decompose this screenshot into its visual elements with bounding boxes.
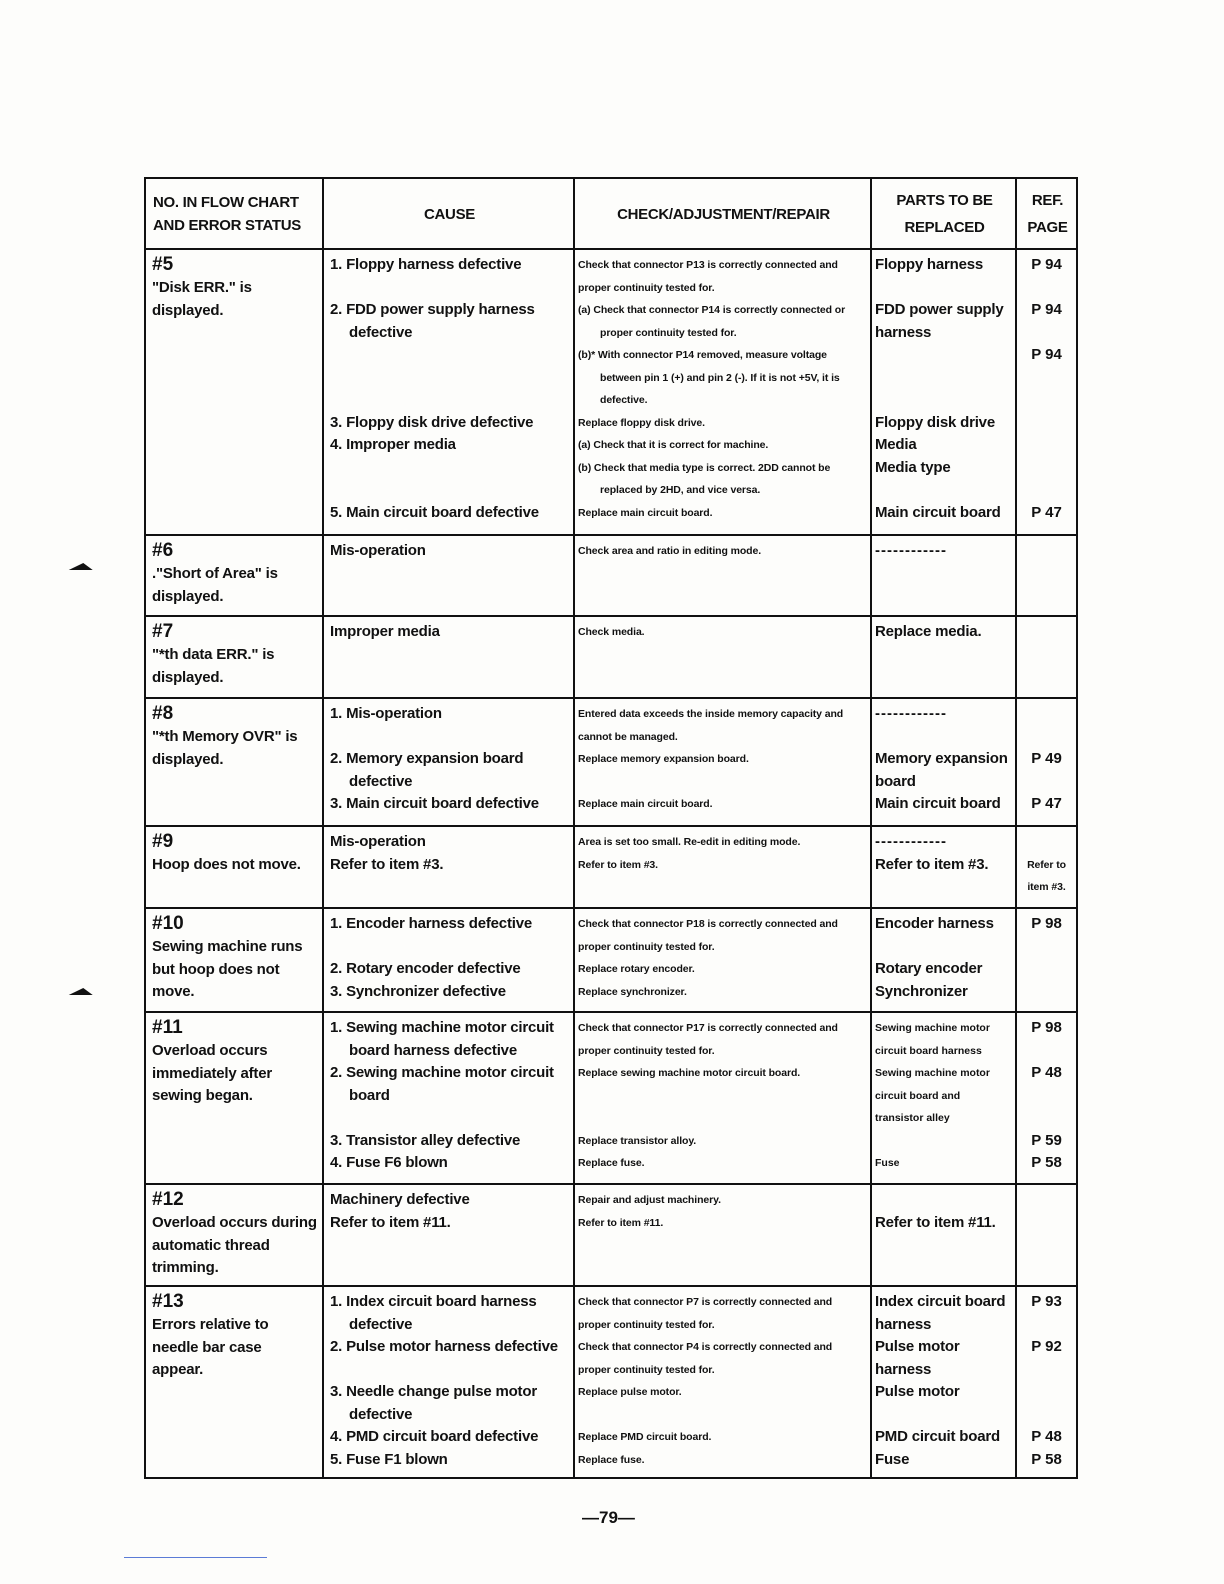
- cause-line: defective: [349, 1405, 413, 1423]
- check-line: Replace synchronizer.: [578, 985, 687, 998]
- parts-line: Synchronizer: [875, 982, 968, 1000]
- error-status-line: move.: [152, 983, 195, 1000]
- check-line: (a) Check that it is correct for machine.: [578, 439, 769, 451]
- spacer: [1019, 457, 1074, 480]
- error-status-line: appear.: [152, 1361, 204, 1378]
- spacer: [1019, 1085, 1074, 1108]
- check-line: Replace main circuit board.: [578, 798, 713, 810]
- check-line: proper continuity tested for.: [578, 940, 715, 953]
- cause-line: 5. Fuse F1 blown: [330, 1450, 448, 1468]
- check-line: cannot be managed.: [578, 730, 678, 743]
- cause-line: 3. Needle change pulse motor: [330, 1383, 537, 1400]
- error-status-line: Sewing machine runs: [152, 938, 303, 955]
- header-parts: [871, 178, 1016, 249]
- check-cell: [574, 826, 871, 908]
- cause-line: 2. Rotary encoder defective: [330, 960, 521, 977]
- error-status-line: but hoop does not: [152, 960, 280, 978]
- check-line: Replace rotary encoder.: [578, 963, 695, 975]
- page-number: —79—: [582, 1508, 635, 1527]
- parts-line: Floppy disk drive: [875, 413, 995, 431]
- check-line: Check that connector P4 is correctly connected and: [578, 1341, 833, 1353]
- check-line: replaced by 2HD, and vice versa.: [600, 484, 761, 496]
- error-status-line: displayed.: [152, 668, 224, 686]
- parts-line: ------------: [875, 833, 947, 850]
- ref-page-cell: [1016, 908, 1077, 1012]
- header-ref-line2: PAGE: [1027, 219, 1068, 236]
- cause-line: 1. Index circuit board harness: [330, 1293, 537, 1310]
- error-status-line: Errors relative to: [152, 1316, 269, 1333]
- error-status-line: needle bar case: [152, 1338, 262, 1356]
- spacer: [875, 726, 1011, 749]
- spacer: [1019, 434, 1074, 457]
- parts-line: Rotary encoder: [875, 960, 983, 977]
- spacer: [330, 1359, 569, 1382]
- spacer: [1019, 1107, 1074, 1130]
- header-cause: CAUSE: [323, 178, 574, 249]
- check-line: Check that connector P17 is correctly connected and: [578, 1022, 838, 1034]
- error-status-line: displayed.: [152, 587, 224, 605]
- cause-cell: [323, 698, 574, 826]
- cause-line: 3. Main circuit board defective: [330, 795, 539, 812]
- flowchart-number: #8: [152, 703, 174, 724]
- ref-page: P 49: [1031, 750, 1062, 767]
- error-status-line: sewing began.: [152, 1087, 253, 1104]
- check-line: (a) Check that connector P14 is correctly connected or: [578, 304, 846, 316]
- ref-page-cell: [1016, 616, 1077, 698]
- parts-line: Main circuit board: [875, 795, 1001, 812]
- ref-page: P 59: [1031, 1131, 1062, 1149]
- check-line: Refer to item #3.: [578, 858, 658, 871]
- spacer: [875, 936, 1011, 959]
- cause-line: 2. Pulse motor harness defective: [330, 1338, 558, 1355]
- ref-page: P 92: [1031, 1338, 1062, 1355]
- ref-page-cell: [1016, 826, 1077, 908]
- cause-cell: [323, 908, 574, 1012]
- cause-line: defective: [349, 1315, 413, 1333]
- spacer: [1019, 277, 1074, 300]
- spacer: [578, 1404, 866, 1427]
- cause-cell: [323, 249, 574, 535]
- spacer: [330, 936, 569, 959]
- check-line: Replace floppy disk drive.: [578, 416, 705, 429]
- ref-page-cell: [1016, 249, 1077, 535]
- parts-line: Replace media.: [875, 623, 982, 640]
- cause-line: Mis-operation: [330, 833, 426, 850]
- flowchart-number: #7: [152, 621, 174, 642]
- check-line: Check area and ratio in editing mode.: [578, 545, 762, 557]
- parts-line: harness: [875, 323, 932, 341]
- spacer: [1019, 1404, 1074, 1427]
- parts-line: Floppy harness: [875, 256, 984, 273]
- spacer: [330, 457, 569, 480]
- ref-page-note: item #3.: [1027, 881, 1066, 893]
- flowchart-number: #5: [152, 254, 174, 275]
- bottom-rule: [124, 1557, 267, 1558]
- error-status-line: Overload occurs: [152, 1042, 268, 1059]
- parts-line: Fuse: [875, 1157, 900, 1169]
- spacer: [1019, 981, 1074, 1004]
- margin-mark: [69, 988, 96, 995]
- cause-line: 1. Mis-operation: [330, 705, 442, 722]
- parts-cell: [871, 908, 1016, 1012]
- flowchart-number: #11: [152, 1017, 183, 1038]
- ref-page: P 58: [1031, 1450, 1062, 1468]
- header-row: [145, 178, 1077, 249]
- troubleshooting-table: [144, 177, 1078, 1479]
- ref-page: P 47: [1031, 795, 1062, 812]
- ref-page: P 47: [1031, 503, 1062, 521]
- check-line: Check media.: [578, 626, 645, 638]
- parts-line: circuit board and: [875, 1089, 961, 1102]
- spacer: [1019, 771, 1074, 794]
- spacer: [330, 479, 569, 502]
- check-line: Replace main circuit board.: [578, 506, 713, 519]
- spacer: [875, 277, 1011, 300]
- error-status-line: displayed.: [152, 750, 224, 768]
- spacer: [330, 1107, 569, 1130]
- cause-cell: [323, 616, 574, 698]
- error-status-line: ."Short of Area" is: [152, 565, 278, 582]
- flowchart-number: #10: [152, 913, 184, 934]
- cause-line: Machinery defective: [330, 1191, 470, 1208]
- spacer: [1019, 412, 1074, 435]
- header-flowchart-no: [145, 178, 323, 249]
- spacer: [875, 389, 1011, 412]
- flowchart-number: #13: [152, 1291, 184, 1312]
- check-cell: [574, 535, 871, 616]
- parts-line: Encoder harness: [875, 915, 994, 932]
- cause-line: Mis-operation: [330, 542, 426, 559]
- cause-line: 2. Sewing machine motor circuit: [330, 1064, 554, 1081]
- parts-cell: [871, 826, 1016, 908]
- parts-cell: [871, 616, 1016, 698]
- check-line: Check that connector P7 is correctly connected and: [578, 1296, 833, 1308]
- error-status-line: immediately after: [152, 1064, 272, 1082]
- check-cell: [574, 616, 871, 698]
- spacer: [330, 367, 569, 390]
- error-status-cell: [145, 908, 323, 1012]
- parts-line: ------------: [875, 705, 947, 722]
- check-line: Repair and adjust machinery.: [578, 1194, 721, 1206]
- cause-line: Improper media: [330, 623, 440, 640]
- error-status-cell: [145, 1286, 323, 1478]
- table-row: [145, 908, 1077, 1012]
- check-line: Replace fuse.: [578, 1157, 645, 1169]
- ref-page-cell: [1016, 1012, 1077, 1184]
- cause-line: board: [349, 1086, 390, 1104]
- cause-line: 3. Transistor alley defective: [330, 1131, 521, 1149]
- cause-line: board harness defective: [349, 1041, 517, 1059]
- check-line: defective.: [600, 394, 648, 406]
- header-flowchart-no-line1: NO. IN FLOW CHART: [153, 194, 299, 211]
- check-line: proper continuity tested for.: [578, 281, 715, 294]
- error-status-line: "Disk ERR." is: [152, 279, 252, 296]
- cause-line: defective: [349, 323, 413, 341]
- header-parts-line2: REPLACED: [904, 219, 985, 236]
- ref-page-cell: [1016, 535, 1077, 616]
- cause-cell: [323, 1184, 574, 1286]
- cause-line: 4. Improper media: [330, 436, 456, 453]
- spacer: [578, 1107, 866, 1130]
- check-cell: [574, 1012, 871, 1184]
- spacer: [330, 389, 569, 412]
- error-status-line: "*th Memory OVR" is: [152, 728, 298, 745]
- check-line: (b) Check that media type is correct. 2DD cannot be: [578, 461, 831, 474]
- check-line: proper continuity tested for.: [578, 1318, 715, 1331]
- check-line: Check that connector P13 is correctly connected and: [578, 259, 838, 271]
- ref-page-cell: [1016, 1286, 1077, 1478]
- error-status-cell: [145, 616, 323, 698]
- header-check: CHECK/ADJUSTMENT/REPAIR: [574, 178, 871, 249]
- spacer: [578, 1085, 866, 1108]
- spacer: [1019, 1040, 1074, 1063]
- cause-cell: [323, 1286, 574, 1478]
- spacer: [1019, 389, 1074, 412]
- cause-cell: [323, 826, 574, 908]
- parts-cell: [871, 1012, 1016, 1184]
- check-line: Replace transistor alloy.: [578, 1134, 697, 1147]
- error-status-line: displayed.: [152, 301, 224, 319]
- parts-line: board: [875, 772, 916, 790]
- parts-line: ------------: [875, 542, 947, 559]
- ref-page: P 94: [1031, 256, 1062, 273]
- parts-line: Pulse motor: [875, 1338, 960, 1355]
- check-line: between pin 1 (+) and pin 2 (-). If it is not +5V, it is: [600, 371, 840, 384]
- check-line: (b)* With connector P14 removed, measure voltage: [578, 349, 827, 361]
- table-row: [145, 698, 1077, 826]
- parts-line: Fuse: [875, 1450, 910, 1468]
- cause-line: 3. Floppy disk drive defective: [330, 413, 534, 431]
- spacer: [330, 726, 569, 749]
- error-status-line: Overload occurs during: [152, 1214, 317, 1231]
- spacer: [875, 1404, 1011, 1427]
- spacer: [1019, 726, 1074, 749]
- check-line: Replace memory expansion board.: [578, 753, 749, 765]
- check-line: proper continuity tested for.: [578, 1044, 715, 1057]
- check-line: Refer to item #11.: [578, 1216, 664, 1229]
- parts-line: harness: [875, 1360, 932, 1378]
- check-line: Replace PMD circuit board.: [578, 1431, 712, 1443]
- spacer: [1019, 367, 1074, 390]
- ref-page: P 98: [1031, 915, 1062, 932]
- ref-page: P 48: [1031, 1064, 1062, 1081]
- cause-line: 4. Fuse F6 blown: [330, 1154, 448, 1171]
- spacer: [578, 771, 866, 794]
- parts-line: Main circuit board: [875, 503, 1001, 521]
- ref-page-cell: [1016, 698, 1077, 826]
- parts-cell: [871, 1286, 1016, 1478]
- check-line: proper continuity tested for.: [600, 326, 737, 339]
- parts-line: Refer to item #3.: [875, 855, 989, 873]
- parts-cell: [871, 249, 1016, 535]
- header-ref-page: [1016, 178, 1077, 249]
- error-status-line: automatic thread: [152, 1236, 270, 1254]
- cause-line: 5. Main circuit board defective: [330, 503, 539, 521]
- spacer: [1019, 958, 1074, 981]
- error-status-cell: [145, 1184, 323, 1286]
- ref-page: P 58: [1031, 1154, 1062, 1171]
- check-line: proper continuity tested for.: [578, 1363, 715, 1376]
- table-row: [145, 826, 1077, 908]
- table-row: [145, 1184, 1077, 1286]
- flowchart-number: #6: [152, 540, 174, 561]
- parts-cell: [871, 698, 1016, 826]
- margin-mark: [69, 563, 96, 570]
- table-row: [145, 249, 1077, 535]
- error-status-cell: [145, 698, 323, 826]
- parts-line: Memory expansion: [875, 750, 1008, 767]
- error-status-line: trimming.: [152, 1259, 219, 1276]
- cause-line: 2. FDD power supply harness: [330, 301, 535, 318]
- ref-page-note: Refer to: [1027, 858, 1066, 871]
- cause-cell: [323, 1012, 574, 1184]
- header-parts-line1: PARTS TO BE: [896, 192, 993, 209]
- cause-line: 1. Sewing machine motor circuit: [330, 1019, 554, 1036]
- check-line: Replace sewing machine motor circuit board.: [578, 1067, 801, 1079]
- cause-line: 4. PMD circuit board defective: [330, 1428, 539, 1445]
- check-line: Check that connector P18 is correctly connected and: [578, 918, 838, 930]
- header-ref-line1: REF.: [1031, 192, 1064, 209]
- spacer: [875, 479, 1011, 502]
- parts-cell: [871, 535, 1016, 616]
- error-status-cell: [145, 826, 323, 908]
- check-line: Entered data exceeds the inside memory capacity and: [578, 708, 844, 720]
- spacer: [1019, 1359, 1074, 1382]
- spacer: [1019, 936, 1074, 959]
- cause-line: 1. Floppy harness defective: [330, 256, 522, 273]
- spacer: [1019, 479, 1074, 502]
- flowchart-number: #9: [152, 831, 174, 852]
- parts-line: transistor alley: [875, 1112, 950, 1124]
- spacer: [330, 277, 569, 300]
- ref-page: P 48: [1031, 1428, 1062, 1445]
- error-status-line: Hoop does not move.: [152, 856, 301, 873]
- ref-page: P 98: [1031, 1019, 1062, 1036]
- table-row: [145, 1286, 1077, 1478]
- ref-page: P 94: [1031, 346, 1062, 363]
- table-row: [145, 535, 1077, 616]
- parts-line: PMD circuit board: [875, 1428, 1000, 1445]
- cause-line: defective: [349, 772, 413, 790]
- cause-line: 2. Memory expansion board: [330, 750, 524, 767]
- parts-line: FDD power supply: [875, 301, 1004, 318]
- parts-line: Sewing machine motor: [875, 1067, 990, 1079]
- check-line: Replace pulse motor.: [578, 1386, 682, 1398]
- cause-line: Refer to item #11.: [330, 1213, 451, 1231]
- spacer: [1019, 322, 1074, 345]
- check-line: Replace fuse.: [578, 1453, 645, 1466]
- parts-cell: [871, 1184, 1016, 1286]
- parts-line: Pulse motor: [875, 1383, 960, 1400]
- parts-line: Media: [875, 436, 917, 453]
- error-status-cell: [145, 535, 323, 616]
- spacer: [875, 367, 1011, 390]
- spacer: [330, 344, 569, 367]
- check-cell: [574, 249, 871, 535]
- cause-line: 1. Encoder harness defective: [330, 915, 532, 932]
- parts-line: circuit board harness: [875, 1044, 982, 1057]
- check-cell: [574, 1286, 871, 1478]
- check-cell: [574, 908, 871, 1012]
- parts-line: Refer to item #11.: [875, 1213, 996, 1231]
- error-status-line: "*th data ERR." is: [152, 646, 275, 663]
- cause-cell: [323, 535, 574, 616]
- error-status-cell: [145, 1012, 323, 1184]
- check-cell: [574, 1184, 871, 1286]
- table-row: [145, 1012, 1077, 1184]
- table-row: [145, 616, 1077, 698]
- spacer: [875, 344, 1011, 367]
- ref-page: P 93: [1031, 1293, 1062, 1310]
- spacer: [1019, 1381, 1074, 1404]
- header-flowchart-no-line2: AND ERROR STATUS: [153, 217, 301, 234]
- ref-page: P 94: [1031, 301, 1062, 318]
- parts-line: Media type: [875, 458, 951, 476]
- flowchart-number: #12: [152, 1189, 184, 1210]
- spacer: [1019, 1314, 1074, 1337]
- parts-line: Sewing machine motor: [875, 1022, 990, 1034]
- parts-line: Index circuit board: [875, 1293, 1006, 1310]
- spacer: [875, 1189, 1011, 1212]
- parts-line: harness: [875, 1315, 932, 1333]
- error-status-cell: [145, 249, 323, 535]
- spacer: [1019, 703, 1074, 726]
- cause-line: Refer to item #3.: [330, 855, 444, 873]
- check-cell: [574, 698, 871, 826]
- check-line: Area is set too small. Re-edit in editing mode.: [578, 836, 801, 848]
- spacer: [1019, 831, 1074, 854]
- ref-page-cell: [1016, 1184, 1077, 1286]
- spacer: [875, 1130, 1011, 1153]
- cause-line: 3. Synchronizer defective: [330, 982, 506, 1000]
